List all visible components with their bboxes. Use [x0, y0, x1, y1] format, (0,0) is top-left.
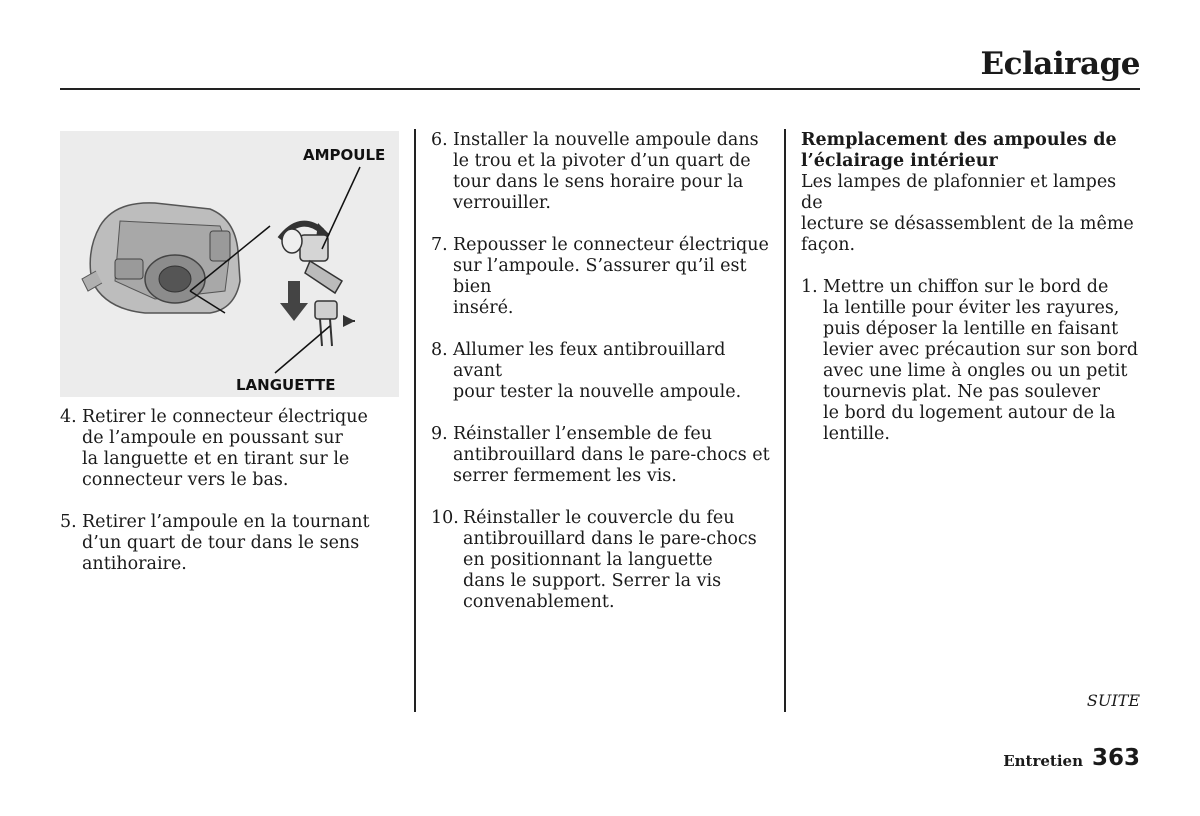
- section-intro: [801, 172, 1141, 256]
- label-ampoule: AMPOULE: [303, 146, 386, 164]
- step-line: convenablement.: [463, 592, 615, 612]
- column-2: [431, 130, 776, 634]
- step-line: la lentille pour éviter les rayures,: [823, 298, 1120, 318]
- step-number: 4.: [60, 407, 77, 427]
- step-5: [60, 512, 400, 575]
- step-line: Installer la nouvelle ampoule dans: [453, 130, 759, 150]
- column-divider: [784, 129, 786, 712]
- step-line: inséré.: [453, 298, 514, 318]
- step-line: Retirer le connecteur électrique: [82, 407, 368, 427]
- step-4: [60, 407, 400, 491]
- label-languette: LANGUETTE: [236, 376, 336, 394]
- step-line: en positionnant la languette: [463, 550, 713, 570]
- column-3: [801, 130, 1141, 466]
- step-line: tournevis plat. Ne pas soulever: [823, 382, 1101, 402]
- footer-section-name: Entretien: [1003, 752, 1083, 770]
- step-line: levier avec précaution sur son bord: [823, 340, 1139, 360]
- page-number: 363: [1091, 745, 1140, 771]
- step-line: Réinstaller le couvercle du feu: [463, 508, 735, 528]
- step-line: lentille.: [823, 424, 890, 444]
- step-line: antibrouillard dans le pare-chocs: [463, 529, 757, 549]
- step-line: Retirer l’ampoule en la tournant: [82, 512, 370, 532]
- column-divider: [414, 129, 416, 712]
- intro-line: façon.: [801, 235, 856, 255]
- column-1: [60, 407, 400, 596]
- fog-light-drawing: [60, 131, 399, 397]
- step-6: [431, 130, 776, 214]
- step-number: 8.: [431, 340, 448, 360]
- step-line: d’un quart de tour dans le sens: [82, 533, 360, 553]
- step-line: pour tester la nouvelle ampoule.: [453, 382, 742, 402]
- step-line: la languette et en tirant sur le: [82, 449, 350, 469]
- step-line: tour dans le sens horaire pour la: [453, 172, 744, 192]
- step-line: le bord du logement autour de la: [823, 403, 1116, 423]
- step-line: Mettre un chiffon sur le bord de: [823, 277, 1109, 297]
- step-line: antibrouillard dans le pare-chocs et: [453, 445, 770, 465]
- step-line: de l’ampoule en poussant sur: [82, 428, 343, 448]
- step-line: verrouiller.: [453, 193, 551, 213]
- header-rule: [60, 88, 1140, 90]
- heading-line: Remplacement des ampoules de: [801, 130, 1117, 150]
- step-number: 5.: [60, 512, 77, 532]
- step-1: [801, 277, 1141, 445]
- heading-line: l’éclairage intérieur: [801, 151, 998, 171]
- step-line: sur l’ampoule. S’assurer qu’il est bien: [453, 256, 747, 297]
- step-number: 7.: [431, 235, 448, 255]
- step-10: [431, 508, 776, 613]
- continued-label: SUITE: [1086, 691, 1140, 710]
- step-line: Allumer les feux antibrouillard avant: [453, 340, 726, 381]
- step-line: avec une lime à ongles ou un petit: [823, 361, 1128, 381]
- step-line: connecteur vers le bas.: [82, 470, 289, 490]
- step-line: Repousser le connecteur électrique: [453, 235, 769, 255]
- section-heading: [801, 130, 1141, 172]
- step-line: le trou et la pivoter d’un quart de: [453, 151, 751, 171]
- step-line: Réinstaller l’ensemble de feu: [453, 424, 712, 444]
- page-title: Eclairage: [980, 46, 1140, 82]
- step-line: antihoraire.: [82, 554, 187, 574]
- step-9: [431, 424, 776, 487]
- fog-light-bulb-illustration: [60, 131, 399, 397]
- step-7: [431, 235, 776, 319]
- step-number: 6.: [431, 130, 448, 150]
- intro-line: lecture se désassemblent de la même: [801, 214, 1134, 234]
- step-line: dans le support. Serrer la vis: [463, 571, 722, 591]
- intro-line: Les lampes de plafonnier et lampes de: [801, 172, 1117, 213]
- step-number: 9.: [431, 424, 448, 444]
- step-number: 10.: [431, 508, 459, 528]
- step-8: [431, 340, 776, 403]
- step-number: 1.: [801, 277, 818, 297]
- step-line: serrer fermement les vis.: [453, 466, 677, 486]
- step-line: puis déposer la lentille en faisant: [823, 319, 1119, 339]
